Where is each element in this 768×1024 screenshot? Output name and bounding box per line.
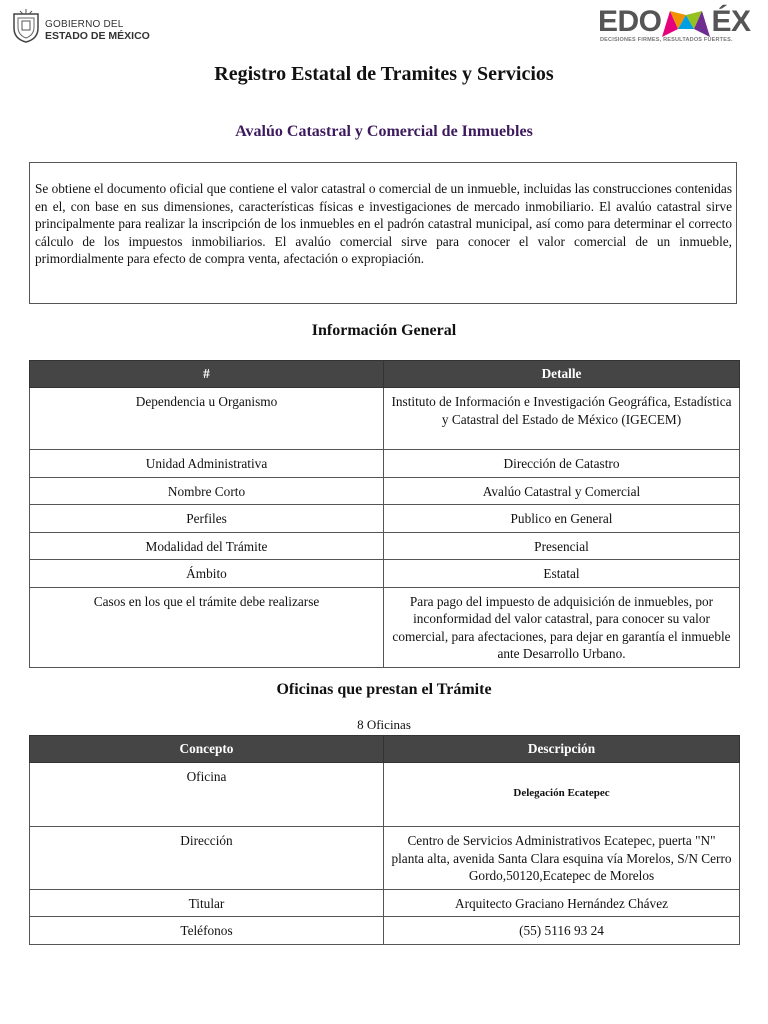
row-label: Dependencia u Organismo: [30, 388, 384, 450]
table-header-row: [30, 736, 740, 763]
row-label: Dirección: [30, 827, 384, 890]
offices-heading: Oficinas que prestan el Trámite: [276, 681, 492, 698]
table-row: [30, 450, 740, 478]
offices-table: [29, 735, 740, 945]
row-label: Oficina: [30, 763, 384, 827]
office-head: Arquitecto Graciano Hernández Chávez: [384, 889, 740, 917]
row-value: Publico en General: [384, 505, 740, 533]
office-phone: (55) 5116 93 24: [384, 917, 740, 945]
row-value: Avalúo Catastral y Comercial: [384, 477, 740, 505]
row-value: Estatal: [384, 560, 740, 588]
table-row: [30, 532, 740, 560]
table-row: [30, 388, 740, 450]
row-label: Ámbito: [30, 560, 384, 588]
table-row: [30, 889, 740, 917]
row-value: Presencial: [384, 532, 740, 560]
table-row: [30, 560, 740, 588]
column-header-concept: Concepto: [30, 736, 384, 763]
edomex-logo: [598, 6, 762, 46]
info-general-table: [29, 360, 740, 668]
table-row: [30, 827, 740, 890]
row-value: Dirección de Catastro: [384, 450, 740, 478]
row-label: Nombre Corto: [30, 477, 384, 505]
gov-name-line1: GOBIERNO DEL: [45, 19, 124, 30]
row-label: Unidad Administrativa: [30, 450, 384, 478]
row-value: Instituto de Información e Investigación Geográfica, Estadística y Catastral del Estado de México (IGECEM): [384, 388, 740, 450]
table-row: [30, 917, 740, 945]
gov-name-line2: ESTADO DE MÉXICO: [45, 30, 150, 42]
table-row: [30, 477, 740, 505]
offices-count: 8 Oficinas: [357, 717, 411, 732]
column-header-detail: Detalle: [384, 361, 740, 388]
table-row: [30, 587, 740, 667]
table-row: [30, 763, 740, 827]
procedure-description: Se obtiene el documento oficial que contiene el valor catastral o comercial de un inmueble, incluidas las construcciones contenidas en el, con base en sus dimensiones, características físicas e investigaciones de mercado inmobiliario. El avalúo catastral sirve principalmente para realizar la inscripción de los inmuebles en el padrón catastral municipal, así como para determinar el correcto cálculo de los impuestos inmobiliarios. El avalúo comercial sirve para conocer el valor comercial de un inmueble, primordialmente para efecto de compra venta, afectación o expropiación.: [29, 162, 737, 304]
table-header-row: [30, 361, 740, 388]
row-label: Teléfonos: [30, 917, 384, 945]
info-general-heading: Información General: [311, 322, 457, 339]
row-value: Para pago del impuesto de adquisición de inmuebles, por inconformidad del valor catastral, para conocer su valor comercial, para afectaciones, para dejar en garantía el inmueble ante Desarrollo Urbano.: [384, 587, 740, 667]
page-title: Registro Estatal de Tramites y Servicios: [214, 63, 554, 85]
office-address: Centro de Servicios Administrativos Ecatepec, puerta "N" planta alta, avenida Santa Clara esquina vía Morelos, S/N Cerro Gordo,50120,Ecatepec de Morelos: [384, 827, 740, 890]
government-logo: [6, 8, 166, 46]
edomex-slogan: DECISIONES FIRMES, RESULTADOS FUERTES.: [600, 37, 733, 43]
edomex-wordmark-visible: EDO ÉX: [598, 5, 751, 38]
column-header-number: #: [30, 361, 384, 388]
column-header-description: Descripción: [384, 736, 740, 763]
row-label: Titular: [30, 889, 384, 917]
row-label: Casos en los que el trámite debe realizarse: [30, 587, 384, 667]
state-shield-icon: [8, 8, 44, 44]
procedure-title: Avalúo Catastral y Comercial de Inmuebles: [235, 123, 533, 140]
table-row: [30, 505, 740, 533]
row-label: Perfiles: [30, 505, 384, 533]
office-name: Delegación Ecatepec: [384, 763, 740, 827]
row-label: Modalidad del Trámite: [30, 532, 384, 560]
